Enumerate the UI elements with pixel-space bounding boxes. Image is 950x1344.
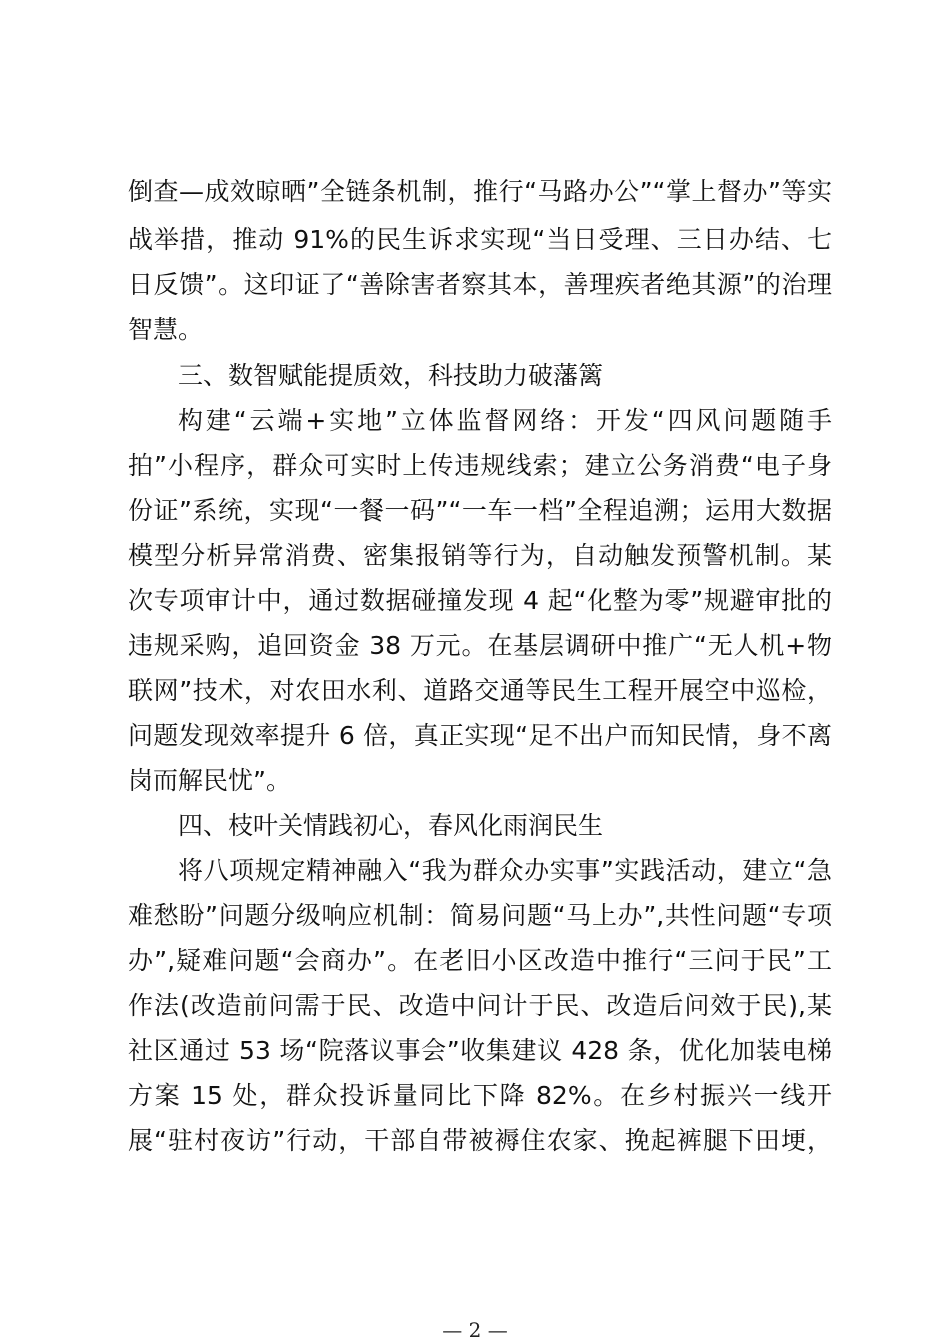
body-text-line: 作法(改造前问需于民、改造中问计于民、改造后问效于民),某 (128, 991, 832, 1020)
body-text-line: 联网”技术，对农田水利、道路交通等民生工程开展空中巡检， (128, 676, 832, 705)
body-text-line: 模型分析异常消费、密集报销等行为，自动触发预警机制。某 (128, 541, 832, 570)
body-text-line: 展“驻村夜访”行动，干部自带被褥住农家、挽起裤腿下田埂， (128, 1126, 832, 1155)
body-text-line: 岗而解民忧”。 (128, 766, 291, 795)
body-text-line: 社区通过 53 场“院落议事会”收集建议 428 条，优化加装电梯 (128, 1036, 832, 1065)
body-text-line: 难愁盼”问题分级响应机制：简易问题“马上办”,共性问题“专项 (128, 901, 832, 930)
body-text-line: 方案 15 处，群众投诉量同比下降 82%。在乡村振兴一线开 (128, 1081, 832, 1110)
section-heading: 三、数智赋能提质效，科技助力破藩篱 (178, 361, 604, 390)
body-text-line: 将八项规定精神融入“我为群众办实事”实践活动，建立“急 (178, 856, 832, 885)
body-text-line: 倒查—成效晾晒”全链条机制，推行“马路办公”“掌上督办”等实 (128, 177, 832, 206)
page-number: — 2 — (442, 1318, 508, 1342)
body-text-line: 问题发现效率提升 6 倍，真正实现“足不出户而知民情，身不离 (128, 721, 832, 750)
body-text-line: 智慧。 (128, 315, 204, 344)
body-text-line: 份证”系统，实现“一餐一码”“一车一档”全程追溯；运用大数据 (128, 496, 832, 525)
body-text-line: 次专项审计中，通过数据碰撞发现 4 起“化整为零”规避审批的 (128, 586, 832, 615)
body-text-line: 办”,疑难问题“会商办”。在老旧小区改造中推行“三问于民”工 (128, 946, 832, 975)
body-text-line: 违规采购，追回资金 38 万元。在基层调研中推广“无人机+物 (128, 631, 832, 660)
body-text-line: 日反馈”。这印证了“善除害者察其本，善理疾者绝其源”的治理 (128, 270, 832, 299)
body-text-line: 构建“云端+实地”立体监督网络：开发“四风问题随手 (178, 406, 832, 435)
section-heading: 四、枝叶关情践初心，春风化雨润民生 (178, 811, 604, 840)
body-text-line: 拍”小程序，群众可实时上传违规线索；建立公务消费“电子身 (128, 451, 832, 480)
body-text-line: 战举措，推动 91%的民生诉求实现“当日受理、三日办结、七 (128, 225, 832, 254)
